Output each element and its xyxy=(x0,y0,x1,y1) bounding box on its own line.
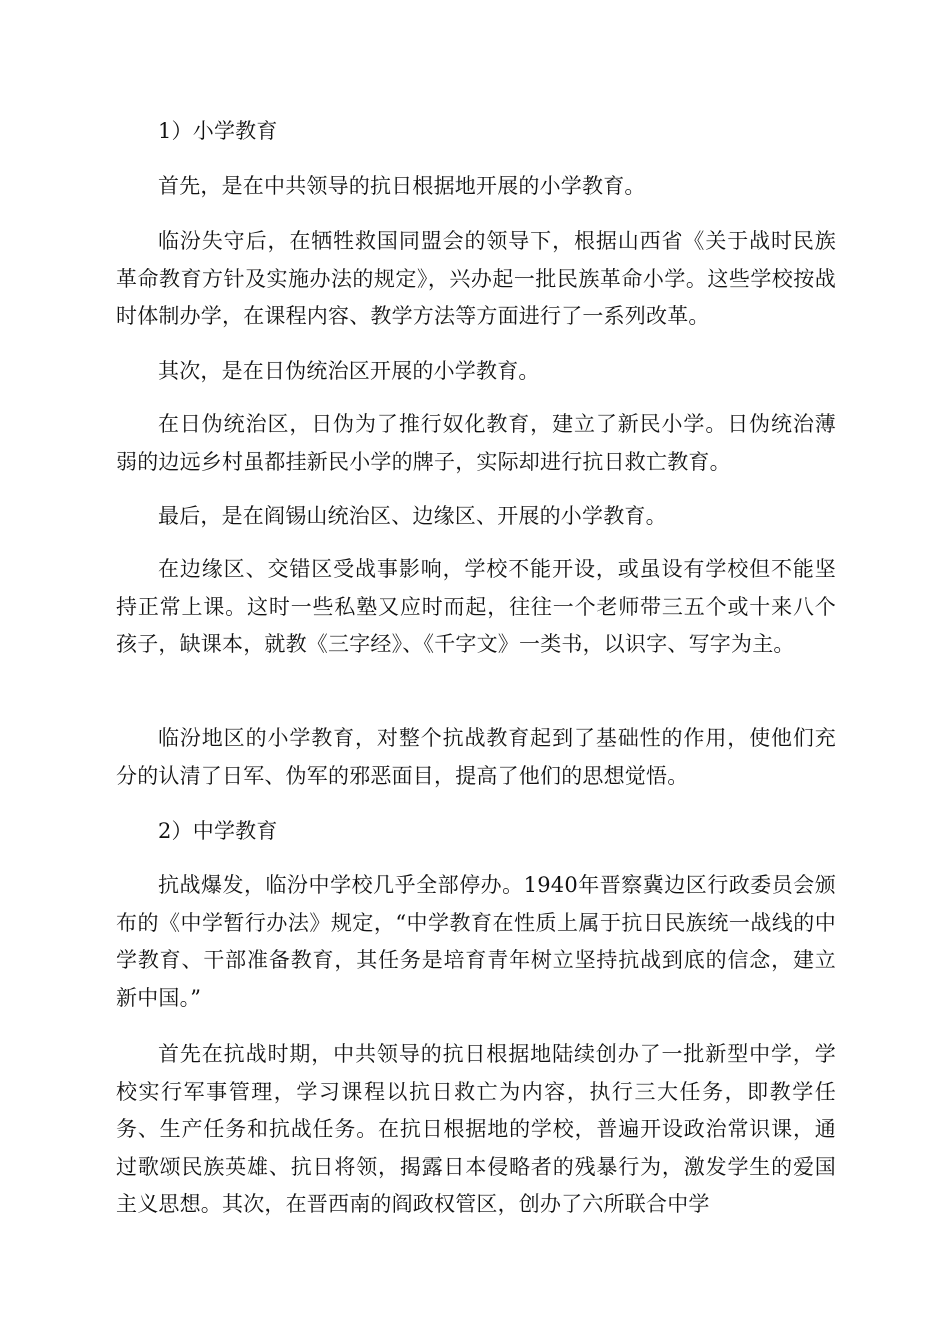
paragraph: 临汾地区的小学教育，对整个抗战教育起到了基础性的作用，使他们充分的认清了日军、伪军的邪恶面目，提高了他们的思想觉悟。 xyxy=(116,726,836,788)
paragraph: 首先在抗战时期，中共领导的抗日根据地陆续创办了一批新型中学，学校实行军事管理，学习课程以抗日救亡为内容，执行三大任务，即教学任务、生产任务和抗战任务。在抗日根据地的学校，普遍开设政治常识课，通过歌颂民族英雄、抗日将领，揭露日本侵略者的残暴行为，激发学生的爱国主义思想。其次，在晋西南的阎政权管区，创办了六所联合中学 xyxy=(116,1042,836,1216)
paragraph: 最后，是在阎锡山统治区、边缘区、开展的小学教育。 xyxy=(158,504,667,528)
paragraph: 临汾失守后，在牺牲救国同盟会的领导下，根据山西省《关于战时民族革命教育方针及实施办法的规定》，兴办起一批民族革命小学。这些学校按战时体制办学，在课程内容、教学方法等方面进行了一系列改革。 xyxy=(116,229,836,328)
section-heading-primary-education: 1）小学教育 xyxy=(158,119,278,143)
paragraph: 在边缘区、交错区受战事影响，学校不能开设，或虽设有学校但不能坚持正常上课。这时一些私塾又应时而起，往往一个老师带三五个或十来八个孩子，缺课本，就教《三字经》、《千字文》一类书，以识字、写字为主。 xyxy=(116,557,836,656)
section-heading-secondary-education: 2）中学教育 xyxy=(158,819,278,843)
paragraph: 其次，是在日伪统治区开展的小学教育。 xyxy=(158,359,540,383)
paragraph: 在日伪统治区，日伪为了推行奴化教育，建立了新民小学。日伪统治薄弱的边远乡村虽都挂新民小学的牌子，实际却进行抗日救亡教育。 xyxy=(116,412,836,474)
paragraph: 抗战爆发，临汾中学校几乎全部停办。1940年晋察冀边区行政委员会颁布的《中学暂行办法》规定，“中学教育在性质上属于抗日民族统一战线的中学教育、干部准备教育，其任务是培育青年树立坚持抗战到底的信念，建立新中国。” xyxy=(116,873,836,1010)
paragraph: 首先，是在中共领导的抗日根据地开展的小学教育。 xyxy=(158,174,646,198)
